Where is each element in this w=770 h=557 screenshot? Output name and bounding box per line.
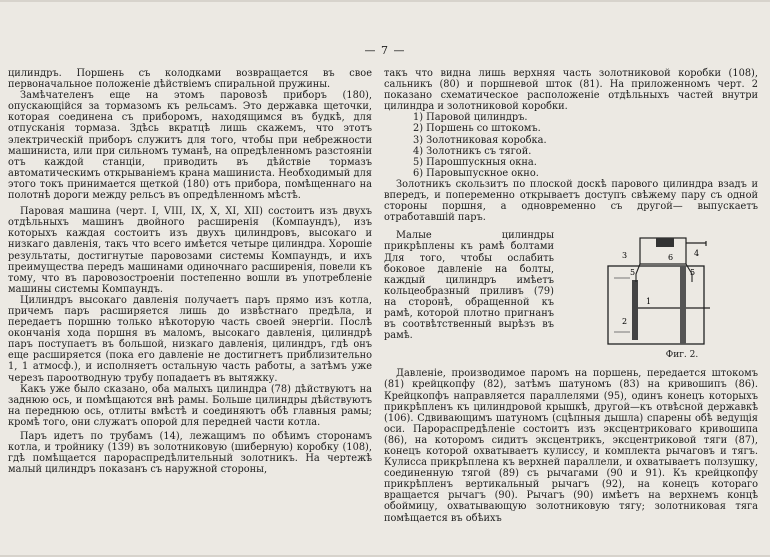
paragraph: Какъ уже было сказано, оба малыхъ цилиндра (78) дѣйствуютъ на заднюю ось, и помѣщаются внѣ рамы. Больше цилиндры дѣйствуютъ на переднюю ось, отлиты вмѣстѣ и соединяютъ обѣ главныя рамы; кромѣ того, они служатъ опорой для передней части котла. — [8, 383, 372, 428]
left-column — [8, 68, 372, 475]
list-item: 6) Паровыпускное окно. — [413, 167, 539, 179]
paragraph: Цилиндръ высокаго давленія получаетъ паръ прямо изъ котла, причемъ паръ расширяется лишь до извѣстнаго предѣла, и передаетъ поршню только нѣкоторую часть своей энергіи. Послѣ окончанія хода поршня въ маломъ, высокаго давленія, цилиндрѣ паръ поступаетъ въ большой, низкаго давленія, цилиндръ, гдѣ онъ еще расширяется (пока его давленіе не достигнетъ приблизительно 1, 1 атмосф.), и исполняетъ остальную часть работы, а затѣмъ уже черезъ пароотводную трубу попадаетъ въ вытяжку. — [8, 294, 372, 384]
paragraph: такъ что видна лишь верхняя часть золотниковой коробки (108), сальникъ (80) и поршневой шток (81). На приложенномъ черт. 2 показано схематическое расположеніе отдѣльныхъ частей внутри цилиндра и золотниковой коробки. — [384, 68, 758, 113]
list-item: 2) Поршень со штокомъ. — [413, 123, 541, 135]
paragraph: Малые цилиндры прикрѣплены къ рамѣ болтами Для того, чтобы ослабить боковое давленіе на болты, каждый цилиндръ имѣетъ кольцеобразный приливъ (79) на сторонѣ, обращенной къ рамѣ, которой плотно пригнанъ въ соотвѣтственный вырѣзъ въ рамѣ. — [384, 230, 554, 342]
list-item: 4) Золотникъ съ тягой. — [413, 145, 532, 157]
label-3: 3 — [622, 251, 628, 261]
paragraph: цилиндръ. Поршень съ колодками возвращается въ свое первоначальное положеніе дѣйствіемъ спиральной пружины. — [8, 68, 372, 91]
figure-caption: Фиг. 2. — [665, 350, 699, 361]
paragraph: Замѣчателенъ еще на этомъ паровозѣ приборъ (180), опускающійся за тормазомъ къ рельсамъ. Это державка щеточки, которая соединена съ приборомъ, находящимся въ будкѣ, для отпусканія тормаза. Здѣсь вкратцѣ лишь скажемъ, что этотъ электрическій приборъ служитъ для того, чтобы при небрежности машиниста, или при сильномъ туманѣ, на опредѣленномъ разстояніи отъ каждой станціи, приводить въ дѣйствіе тормазъ автоматическимъ открываніемъ крана машиниста. Необходимый для этого токъ принимается щеткой (180) отъ прибора, помѣщеннаго на полотнѣ дороги между рельсъ въ опредѣленномъ мѣстѣ. — [8, 90, 372, 202]
piston — [632, 280, 638, 340]
right-column — [384, 68, 758, 524]
parts-list — [384, 112, 758, 179]
page-top-edge — [0, 0, 770, 2]
list-item: 3) Золотниковая коробка. — [413, 134, 547, 146]
figure-block — [384, 230, 758, 368]
label-2: 2 — [622, 317, 628, 327]
page-number: — 7 — — [364, 44, 406, 57]
figure-2 — [606, 230, 758, 366]
list-item: 5) Парошпускныя окна. — [413, 156, 537, 168]
valve-element — [656, 238, 674, 247]
label-4: 4 — [694, 249, 700, 259]
paragraph: Золотникъ скользитъ по плоской доскѣ парового цилиндра взадъ и впередъ, и попеременно открываетъ доступъ свѣжему пару съ одной стороны поршня, а одновременно съ другой— выпускаетъ отработавшій паръ. — [384, 178, 758, 224]
paragraph: Паръ идетъ по трубамъ (14), лежащимъ по обѣимъ сторонамъ котла, и тройнику (139) въ золотниковую (шиберную) коробку (108), гдѣ помѣщается парораспредѣлительный золотникъ. На чертежѣ малый цилиндръ показанъ съ наружной стороны, — [8, 431, 372, 476]
label-5a: 5 — [630, 268, 636, 278]
label-5b: 5 — [690, 268, 696, 278]
paragraph: Давленіе, производимое паромъ на поршень, передается штокомъ (81) крейцкопфу (82), затѣмъ шатуномъ (83) на кривошипъ (86). Крейцкопфъ направляется параллелями (95), одинъ конецъ которыхъ прикрѣпленъ къ цилиндровой крышкѣ, другой—къ отвѣсной державкѣ (106). Сдвивающимъ шатуномъ (сцѣпныя дышла) спарены обѣ ведущія оси. Парораспредѣленіе состоитъ изъ эксцентриковаго кривошипа (86), на которомъ сидитъ эксцентрикъ, эксцентриковой тяги (87), конецъ которой охватываетъ кулиссу, и комплекта рычаговъ и тягъ. Кулисса прикрѣплена къ верхней параллели, и охватываетъ ползушку, соединенную тягой (89) съ рычагами (90 и 91). Къ крейцкопфу прикрѣпленъ вертикальный рычагъ (92), на конецъ котораго вращается рычагъ (90). Рычагъ (90) имѣетъ на верхнемъ концѣ обоймицу, охватывающую золотниковую тягу; золотниковая тяга помѣщается въ обѣихъ — [384, 368, 758, 524]
list-item: 1) Паровой цилиндръ. — [413, 112, 528, 124]
paragraph: Паровая машина (черт. I, VIII, IX, X, XI, XII) состоитъ изъ двухъ отдѣльныхъ машинъ двойного расширенія (Компаундъ), изъ которыхъ каждая состоитъ изъ двухъ цилиндровъ, высокаго и низкаго давленія, такъ что всего имѣется четыре цилиндра. Хорошіе результаты, достигнутые паровозами системы Компаундъ, и ихъ преимущества передъ машинами одиночнаго расширенія, повели къ тому, что въ паровозостроеніи постепенно вошли въ употребленіе машины системы Компаундъ. — [8, 206, 372, 295]
cylinder-port — [680, 266, 686, 344]
cylinder-diagram — [606, 230, 758, 348]
label-6: 6 — [668, 253, 674, 263]
label-1: 1 — [646, 297, 652, 307]
